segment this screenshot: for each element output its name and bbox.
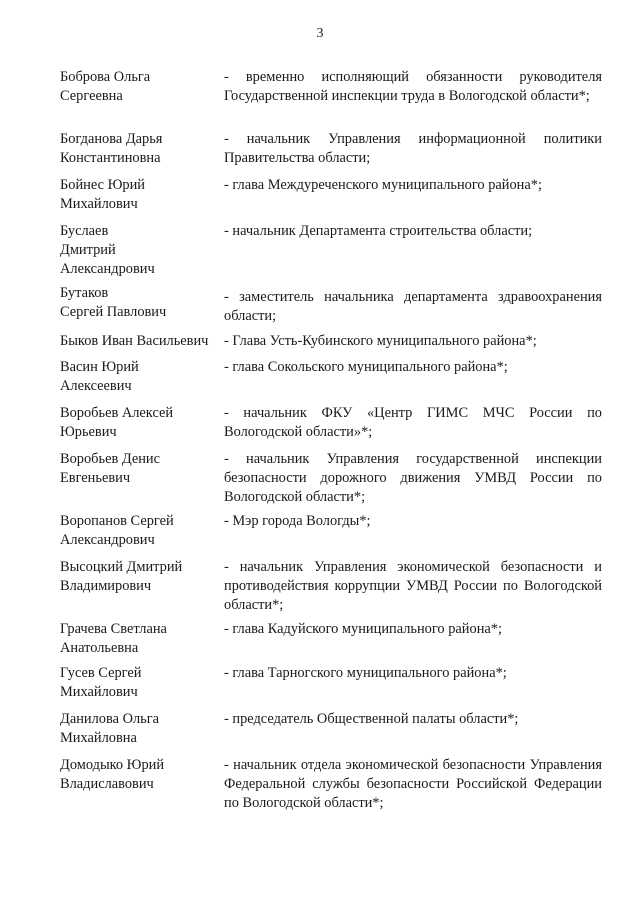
member-name: Домодыко Юрий Владиславович [60, 757, 165, 792]
member-name: Воробьев Алексей Юрьевич [60, 405, 174, 440]
member-role: - глава Кадуйского муниципального района*; [224, 621, 502, 637]
member-role: - глава Тарногского муниципального района*; [224, 665, 507, 681]
page-number: 3 [316, 26, 324, 41]
member-name: Васин Юрий Алексеевич [60, 359, 139, 394]
member-role: - глава Сокольского муниципального района*; [224, 359, 508, 375]
member-name: Воробьев Денис Евгеньевич [60, 451, 161, 486]
member-role: - начальник ФКУ «Центр ГИМС МЧС России по Вологодской области»*; [224, 405, 602, 440]
member-name: Гусев Сергей Михайлович [60, 665, 142, 700]
member-role: - временно исполняющий обязанности руководителя Государственной инспекции труда в Вологодской области*; [224, 69, 602, 104]
member-role: - начальник Управления государственной инспекции безопасности дорожного движения УМВД России по Вологодской области*; [224, 451, 602, 505]
member-name: Бойнес Юрий Михайлович [60, 177, 145, 212]
member-role: - начальник отдела экономической безопасности Управления Федеральной службы безопасности Российской Федерации по Вологодской области*; [224, 757, 602, 811]
member-role: - Глава Усть-Кубинского муниципального района*; [224, 333, 537, 349]
member-role: - начальник Управления информационной политики Правительства области; [224, 131, 602, 166]
member-name: Буслаев Дмитрий Александрович [60, 223, 155, 277]
member-role: - Мэр города Вологды*; [224, 513, 371, 529]
member-name: Богданова Дарья Константиновна [60, 131, 163, 166]
member-name: Данилова Ольга Михайловна [60, 711, 159, 746]
member-role: - глава Междуреченского муниципального района*; [224, 177, 542, 193]
member-name: Грачева Светлана Анатольевна [60, 621, 167, 656]
member-role: - председатель Общественной палаты области*; [224, 711, 519, 727]
member-name: Боброва Ольга Сергеевна [60, 69, 151, 104]
member-name: Высоцкий Дмитрий Владимирович [60, 559, 183, 594]
member-name: Воропанов Сергей Александрович [60, 513, 174, 548]
member-role: - начальник Департамента строительства области; [224, 223, 533, 239]
member-role: - заместитель начальника департамента здравоохранения области; [224, 289, 602, 324]
member-name: Быков Иван Васильевич [60, 333, 209, 349]
member-role: - начальник Управления экономической безопасности и противодействия коррупции УМВД России по Вологодской области*; [224, 559, 602, 613]
member-name: Бутаков Сергей Павлович [60, 285, 167, 320]
